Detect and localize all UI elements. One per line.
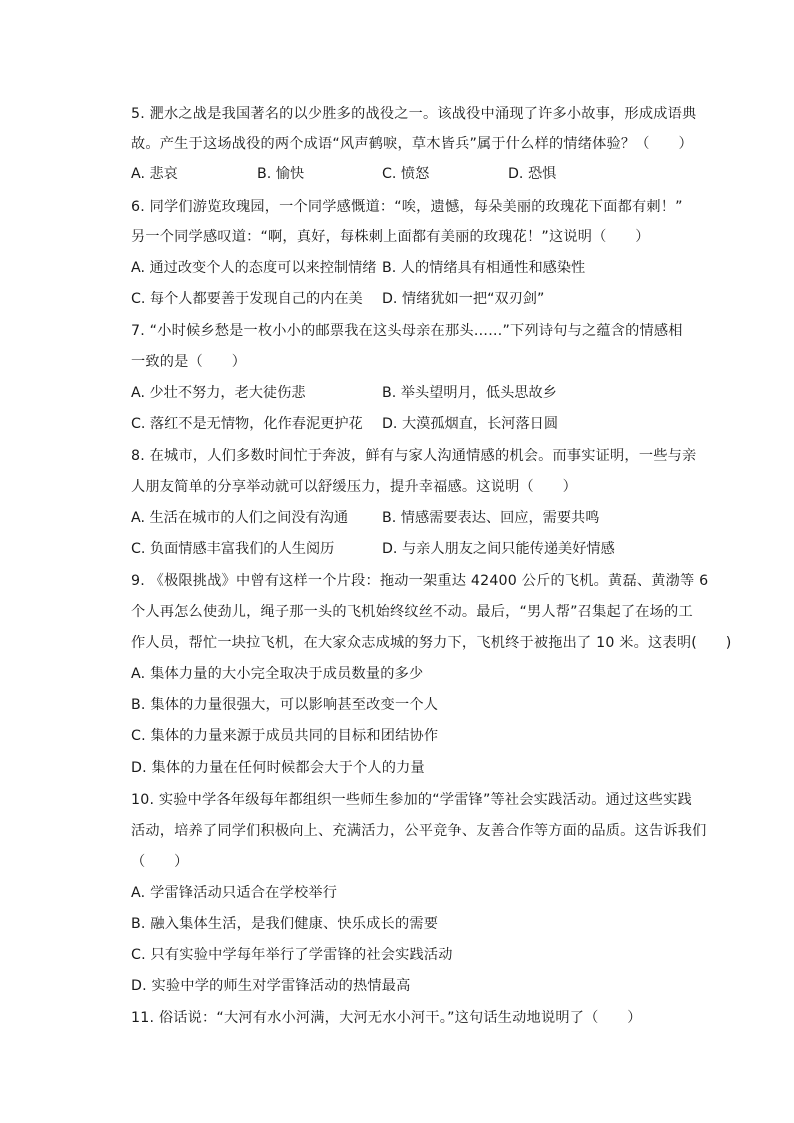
question-7-option-b: B. 举头望明月，低头思故乡 — [382, 385, 557, 401]
question-7-line-2: 一致的是（ ） — [131, 354, 247, 370]
question-8-line-1: 8. 在城市，人们多数时间忙于奔波，鲜有与家人沟通情感的机会。而事实证明，一些与亲 — [131, 448, 697, 464]
question-10-line-3: （ ） — [131, 854, 189, 870]
question-7-option-c: C. 落红不是无情物，化作春泥更护花 — [131, 416, 363, 432]
question-6-option-a: A. 通过改变个人的态度可以来控制情绪 — [131, 260, 377, 276]
question-8-option-c: C. 负面情感丰富我们的人生阅历 — [131, 541, 335, 557]
question-6-option-b: B. 人的情绪具有相通性和感染性 — [382, 260, 586, 276]
question-6-line-2: 另一个同学感叹道：“啊，真好，每株刺上面都有美丽的玫瑰花！”这说明（ ） — [131, 229, 650, 245]
question-6-option-c: C. 每个人都要善于发现自己的内在美 — [131, 291, 363, 307]
question-9-option-a: A. 集体力量的大小完全取决于成员数量的多少 — [131, 666, 424, 682]
question-10-option-a: A. 学雷锋活动只适合在学校举行 — [131, 885, 338, 901]
question-9-line-2: 个人再怎么使劲儿，绳子那一头的飞机始终纹丝不动。最后，“男人帮”召集起了在场的工 — [131, 604, 693, 620]
question-10-option-b: B. 融入集体生活，是我们健康、快乐成长的需要 — [131, 916, 439, 932]
question-5-option-a: A. 悲哀 — [131, 166, 178, 182]
question-10-line-1: 10. 实验中学各年级每年都组织一些师生参加的“学雷锋”等社会实践活动。通过这些实践 — [131, 792, 692, 808]
question-7-option-a: A. 少壮不努力，老大徒伤悲 — [131, 385, 306, 401]
question-5-option-c: C. 愤怒 — [382, 166, 430, 182]
question-7-option-d: D. 大漠孤烟直，长河落日圆 — [382, 416, 559, 432]
question-9-line-3: 作人员，帮忙一块拉飞机，在大家众志成城的努力下，飞机终于被拖出了 10 米。这表明( ) — [131, 635, 732, 651]
question-8-option-b: B. 情感需要表达、回应，需要共鸣 — [382, 510, 600, 526]
question-5-line-1: 5. 淝水之战是我国著名的以少胜多的战役之一。该战役中涌现了许多小故事，形成成语典 — [131, 106, 697, 122]
question-5-option-b: B. 愉快 — [257, 166, 305, 182]
question-11-line-1: 11. 俗话说：“大河有水小河满，大河无水小河干。”这句话生动地说明了（ ） — [131, 1010, 642, 1026]
question-8-line-2: 人朋友简单的分享举动就可以舒缓压力，提升幸福感。这说明（ ） — [131, 479, 578, 495]
question-5-option-d: D. 恐惧 — [508, 166, 557, 182]
question-9-option-d: D. 集体的力量在任何时候都会大于个人的力量 — [131, 760, 425, 776]
question-5-line-2: 故。产生于这场战役的两个成语“风声鹤唳，草木皆兵”属于什么样的情绪体验？（ ） — [131, 136, 693, 152]
question-9-line-1: 9. 《极限挑战》中曾有这样一个片段：拖动一架重达 42400 公斤的飞机。黄磊、黄渤等 6 — [131, 573, 709, 589]
question-6-line-1: 6. 同学们游览玫瑰园，一个同学感慨道：“唉，遗憾，每朵美丽的玫瑰花下面都有刺！” — [131, 199, 683, 215]
question-8-option-a: A. 生活在城市的人们之间没有沟通 — [131, 510, 349, 526]
question-10-line-2: 活动，培养了同学们积极向上、充满活力，公平竞争、友善合作等方面的品质。这告诉我们 — [131, 823, 707, 839]
question-9-option-c: C. 集体的力量来源于成员共同的目标和团结协作 — [131, 728, 439, 744]
question-10-option-d: D. 实验中学的师生对学雷锋活动的热情最高 — [131, 978, 411, 994]
question-9-option-b: B. 集体的力量很强大，可以影响甚至改变一个人 — [131, 697, 439, 713]
question-10-option-c: C. 只有实验中学每年举行了学雷锋的社会实践活动 — [131, 947, 453, 963]
question-8-option-d: D. 与亲人朋友之间只能传递美好情感 — [382, 541, 615, 557]
question-6-option-d: D. 情绪犹如一把“双刃剑” — [382, 291, 545, 307]
question-7-line-1: 7. “小时候乡愁是一枚小小的邮票我在这头母亲在那头……”下列诗句与之蕴含的情感相 — [131, 323, 683, 339]
